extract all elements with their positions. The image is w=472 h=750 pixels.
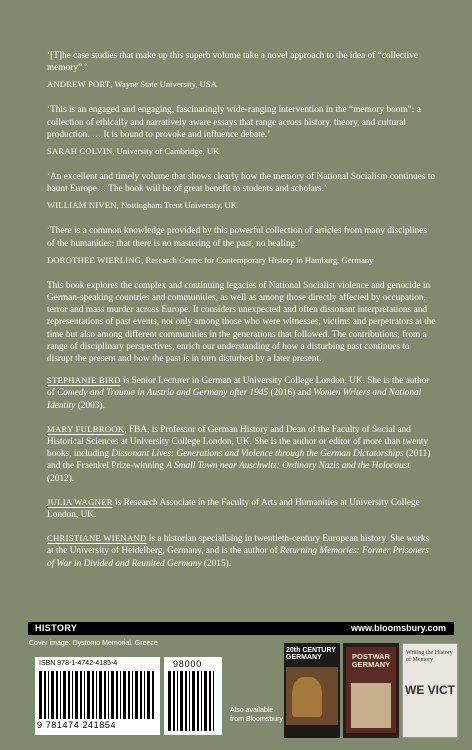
cover-photo-figure [292,677,322,717]
endorsement [47,104,437,157]
related-book-cover-2[interactable] [343,643,399,738]
endorsement-text: ‘There is a common knowledge provided by this powerful collection of articles from many disciplines of the humanities: that there is no mastering of the past, no healing.’ [47,226,428,249]
barcode-bars [39,671,156,719]
book-description: This book explores the complex and continuing legacies of National Socialist violence and genocide in German-speaking countries and communities, as well as among those directly affected by occupation, terror and mass murder across Europe. It considers unexpected and often dissonant interpretations and representations of past events, not only among those who were witnesses, victims and perpetrators at the time but also among different communities in the generations that followed. The contributions, from a range of disciplinary perspectives, enrich our understanding of how a disturbing past continues to disrupt the present and how the past is in turn disturbed by a later present. [47,280,436,365]
editor-bio [47,374,437,412]
bio-text: (2011) and the Fraenkel Prize-winning [47,449,431,472]
cover-photo [351,683,391,728]
book-title: Dissonant Lives: Generations and Violence through the German Dictatorships [111,449,404,460]
related-book-cover-3[interactable] [402,643,458,738]
editor-bio [47,532,437,570]
endorsement-text: ‘[T]he case studies that make up this superb volume take a novel approach to the idea of “collective memory”.’ [47,51,418,74]
endorsements [47,50,437,266]
endorsement-text: ‘An excellent and timely volume that shows clearly how the memory of National Socialism continues to haunt Europe… The book will be of great benefit to students and scholars.’ [47,172,436,195]
endorsement-attribution [47,79,437,90]
endorser-name: SARAH COLVIN [47,146,113,157]
editor-bios [47,374,437,570]
editor-name: MARY FULBROOK [47,423,125,434]
endorsement-attribution [47,255,437,266]
cover-text [47,50,437,581]
endorser-affiliation: , Wayne State University, USA [110,79,217,90]
editor-bio [47,496,437,521]
bio-text: (2003). [75,400,105,411]
book-title: Comedy and Trauma in Austria and Germany after 1945 [57,388,269,399]
related-book-title-1: 20th CENTURY GERMANY [286,647,336,661]
isbn-barcode [35,657,160,735]
publisher-website[interactable]: www.bloomsbury.com [350,623,446,633]
cover-image-caption: Cover image: Dystomo Memorial, Greece [29,640,158,647]
endorsement [47,225,437,265]
bio-text: is a historian specialising in twentieth-century European history. She works at the University of Heidelberg, Germany, and is the author of [47,534,430,557]
endorser-name: WILLIAM NIVEN [47,200,117,211]
category-bar [28,622,454,635]
endorsement [47,171,437,211]
price-barcode-bars [168,671,218,731]
endorsement-attribution [47,200,437,211]
isbn-number: 9 781474 241854 [37,720,117,730]
endorsement-text: ‘This is an engaged and engaging, fascinatingly wide-ranging intervention in the “memory boom”: a collection of ethically and narratively aware essays that range across history, theory, and cultural production. … It is bound to provoke and influence debate.’ [47,105,421,140]
price-code: 98000 [173,659,203,669]
endorser-affiliation: , University of Cambridge, UK [112,146,220,157]
endorser-affiliation: , Nottingham Trent University, UK [116,200,237,211]
editor-name: CHRISTIANE WIENAND [47,533,147,544]
book-title: A Small Town near Auschwitz: Ordinary Nazis and the Holocaust [166,461,410,472]
bio-text: (2016) and [268,388,314,399]
editor-bio [47,423,437,485]
bio-text: , FBA, is Professor of German History and Dean of the Faculty of Social and Historical Sciences at University College London, UK. She is the author or editor of more than twenty books, including [47,424,429,460]
related-book-cover-1[interactable] [284,643,340,738]
book-title: Women Writers and National Identity [47,388,422,411]
isbn-label: ISBN 978-1-4742-4185-4 [39,660,118,667]
category-label: HISTORY [35,623,78,633]
endorser-name: ANDREW PORT [47,79,111,90]
endorser-affiliation: , Research Centre for Contemporary History in Hamburg, Germany [141,254,374,265]
endorsement [47,50,437,90]
related-book-title-3: Writing the History of Memory [406,650,453,663]
endorsement-attribution [47,146,437,157]
also-available-label: Also available from Bloomsbury [230,707,283,723]
bio-text: (2012). [47,473,75,484]
endorser-name: DOROTHEE WIERLING [47,254,142,265]
related-book-cover-text-3: WE VICT [405,683,455,697]
related-book-title-2: POSTWAR GERMANY [351,652,391,669]
price-barcode [164,657,222,735]
bio-text: (2015). [201,558,232,569]
bio-text: is Research Associate in the Faculty of Arts and Humanities at University College London, UK. [47,497,420,521]
editor-name: STEPHANIE BIRD [47,375,121,386]
editor-name: JULIA WAGNER [47,496,113,507]
book-title: Returning Memories: Former Prisoners of War in Divided and Reunited Germany [47,546,429,569]
bio-text: is Senior Lecturer in German at University College London, UK. She is the author of [47,376,430,399]
